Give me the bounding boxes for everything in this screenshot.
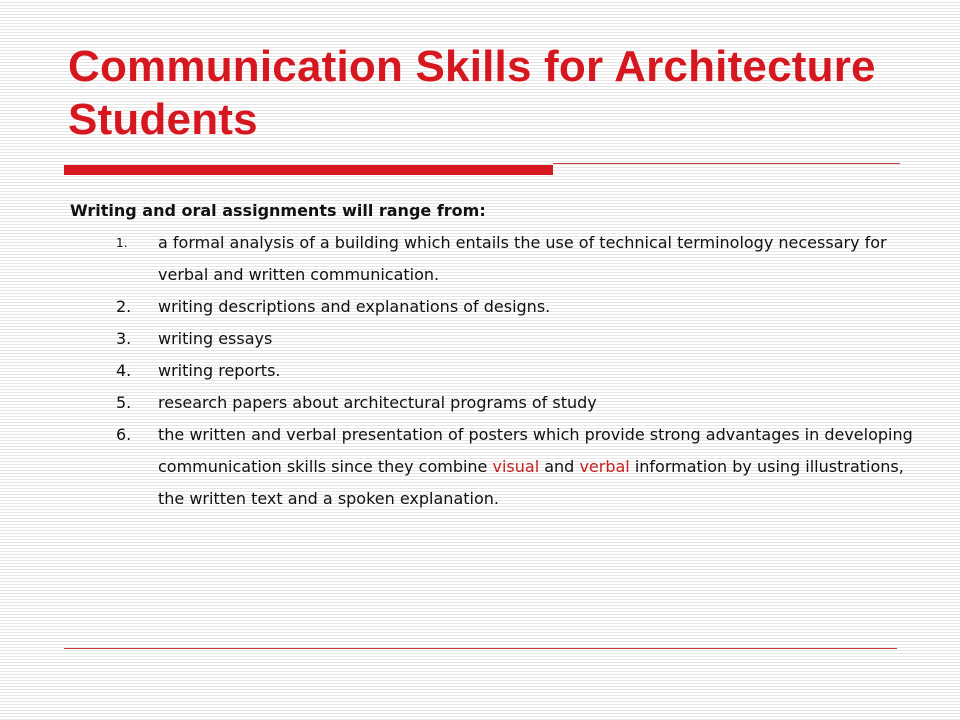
intro-text: Writing and oral assignments will range from: [70,201,486,220]
title-divider-line [553,163,900,164]
list-item [70,227,920,291]
item-text-part: and [544,457,575,476]
item-text-part: the written and verbal presentation of posters which provide strong advantages in developing communication skills since they combine [158,425,913,476]
assignment-list [70,227,920,515]
footer-divider-line [64,648,897,649]
title-accent-bar [64,165,553,175]
list-item [70,323,920,355]
item-number: 2. [116,297,132,316]
list-item [70,355,920,387]
highlight-word-visual: visual [492,457,540,476]
item-text: a formal analysis of a building which entails the use of technical terminology necessary for verbal and written communication. [158,233,887,284]
item-text-part: information by using illustrations, the written text and a spoken explanation. [158,457,904,508]
item-number: 5. [116,393,132,412]
item-text: writing descriptions and explanations of designs. [158,297,551,316]
item-number: 1. [116,236,128,250]
item-number: 6. [116,425,132,444]
list-item [70,387,920,419]
item-number: 4. [116,361,132,380]
list-item [70,419,920,515]
item-text [158,419,920,515]
item-text: research papers about architectural programs of study [158,393,597,412]
item-text: writing essays [158,329,273,348]
slide-body [70,195,920,515]
item-number: 3. [116,329,132,348]
list-item [70,291,920,323]
slide-title: Communication Skills for Architecture Students [68,42,876,144]
highlight-word-verbal: verbal [579,457,630,476]
item-text: writing reports. [158,361,281,380]
